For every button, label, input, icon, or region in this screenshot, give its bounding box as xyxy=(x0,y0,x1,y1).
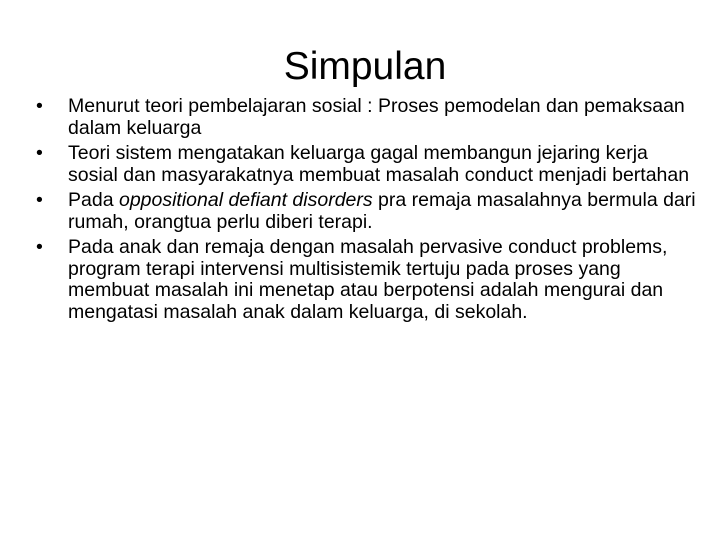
bullet-text-3-prefix: Pada xyxy=(68,189,119,211)
bullet-text-4: Pada anak dan remaja dengan masalah pervasive conduct problems, program terapi intervensi multisistemik tertuju pada proses yang membuat masalah ini menetap atau berpotensi adalah mengurai dan mengatasi masalah anak dalam keluarga, di sekolah. xyxy=(68,236,668,323)
bullet-item-4 xyxy=(36,237,696,323)
bullet-dot-icon: • xyxy=(36,236,43,258)
bullet-text-3-suffix: pra remaja masalahnya bermula dari rumah, orangtua perlu diberi terapi. xyxy=(68,189,696,233)
bullet-item-2 xyxy=(36,143,696,186)
bullet-text-1: Menurut teori pembelajaran sosial : Proses pemodelan dan pemaksaan dalam keluarga xyxy=(68,95,685,139)
bullet-dot-icon: • xyxy=(36,95,43,117)
bullet-dot-icon: • xyxy=(36,189,43,211)
bullet-list xyxy=(36,96,696,327)
bullet-item-1 xyxy=(36,96,696,139)
bullet-dot-icon: • xyxy=(36,142,43,164)
bullet-text-2: Teori sistem mengatakan keluarga gagal membangun jejaring kerja sosial dan masyarakatnya membuat masalah conduct menjadi bertahan xyxy=(68,142,690,186)
bullet-item-3 xyxy=(36,190,696,233)
bullet-text-3-emphasis: oppositional defiant disorders xyxy=(118,189,373,211)
slide-title: Simpulan xyxy=(283,45,447,88)
